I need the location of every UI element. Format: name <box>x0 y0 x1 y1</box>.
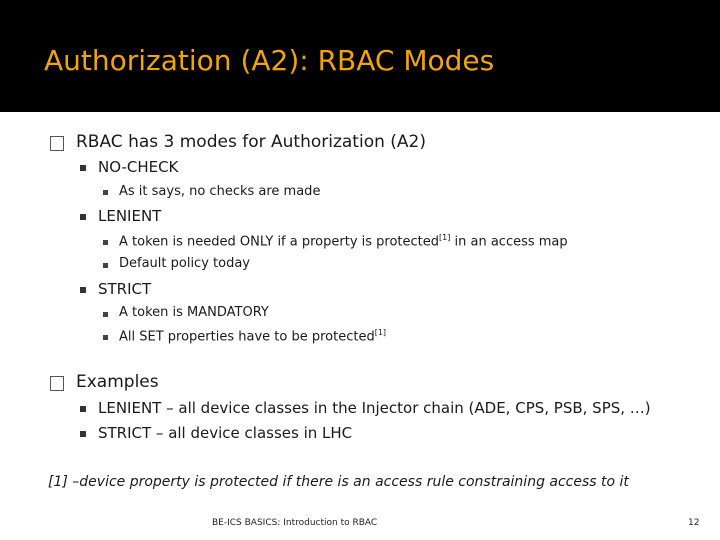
bullet-example-lenient: LENIENT – all device classes in the Injector chain (ADE, CPS, PSB, SPS, …) <box>98 399 651 417</box>
bullet-lenient-detail-2: Default policy today <box>119 256 250 271</box>
slide-title: Authorization (A2): RBAC Modes <box>44 44 495 77</box>
footnote-ref: [1] <box>374 328 387 337</box>
bullet-strict: STRICT <box>98 280 152 298</box>
bullet-example-strict: STRICT – all device classes in LHC <box>98 424 353 442</box>
bullet-examples: Examples <box>76 372 159 392</box>
lenient-detail-text: A token is needed ONLY if a property is protected <box>119 234 440 250</box>
square-bullet-icon <box>80 431 86 437</box>
bullet-no-check-detail: As it says, no checks are made <box>119 184 321 199</box>
slide-footer: BE-ICS BASICS: Introduction to RBAC <box>212 518 378 528</box>
bullet-rbac-modes: RBAC has 3 modes for Authorization (A2) <box>76 132 426 152</box>
checkbox-bullet-icon <box>50 376 64 391</box>
square-bullet-icon <box>80 287 86 293</box>
square-bullet-icon <box>103 190 108 195</box>
square-bullet-icon <box>103 263 108 268</box>
square-bullet-icon <box>80 406 86 412</box>
strict-detail-text: All SET properties have to be protected <box>119 329 375 345</box>
bullet-strict-detail-1: A token is MANDATORY <box>119 305 269 320</box>
square-bullet-icon <box>103 335 108 340</box>
bullet-no-check: NO-CHECK <box>98 158 179 176</box>
square-bullet-icon <box>80 165 86 171</box>
lenient-detail-tail: in an access map <box>450 234 568 250</box>
square-bullet-icon <box>103 240 108 245</box>
checkbox-bullet-icon <box>50 136 64 151</box>
bullet-strict-detail-2 <box>119 328 386 344</box>
page-number: 12 <box>688 518 700 528</box>
footnote-ref: [1] <box>439 233 451 242</box>
bullet-lenient: LENIENT <box>98 207 162 225</box>
square-bullet-icon <box>103 312 108 317</box>
square-bullet-icon <box>80 214 86 220</box>
bullet-lenient-detail-1 <box>119 233 568 249</box>
footnote: [1] –device property is protected if there is an access rule constraining access to it <box>48 474 629 490</box>
